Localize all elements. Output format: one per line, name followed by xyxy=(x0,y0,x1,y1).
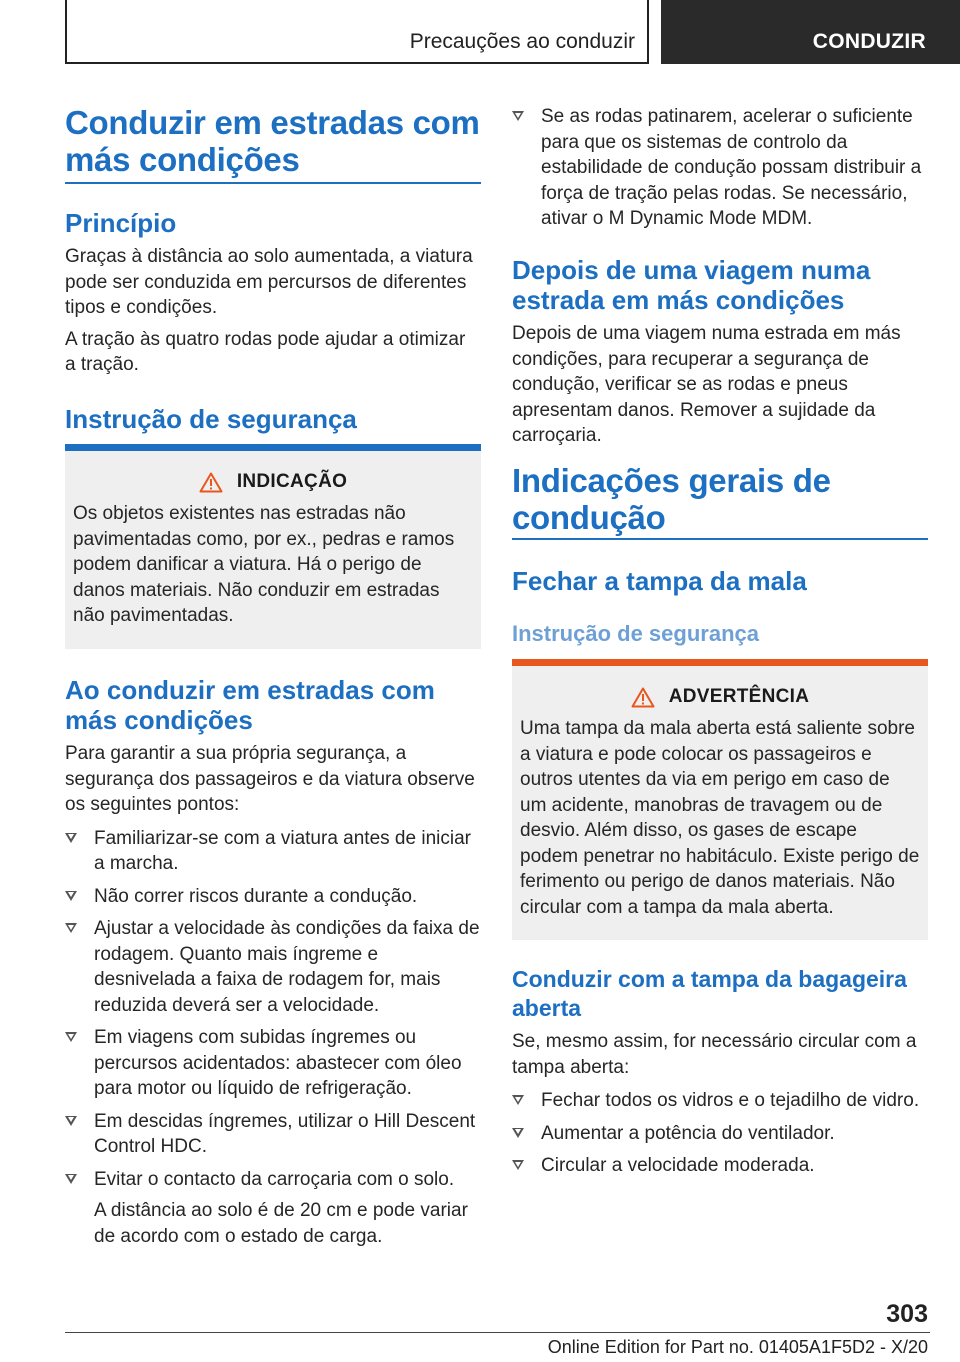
list-item: Fechar todos os vidros e o tejadilho de vidro. xyxy=(512,1088,928,1114)
driving-intro: Para garantir a sua própria segurança, a segurança dos passageiros e da viatura observe os seguintes pontos: xyxy=(65,743,475,815)
after-trip-text: Depois de uma viagem numa estrada em más condições, para recuperar a segurança de condução, verificar se as rodas e pneus apresentam danos. Remover a sujidade da carroçaria. xyxy=(512,323,901,446)
list-item: Em viagens com subidas íngremes ou percursos acidentados: abastecer com óleo para motor ou líquido de refrigeração. xyxy=(65,1025,481,1102)
list-item: Se as rodas patinarem, acelerar o suficiente para que os sistemas de controlo da estabilidade de condução possam distribuir a força de tração pelas rodas. Se necessário, ativar o M Dynamic Mode MDM. xyxy=(512,104,928,232)
principle-paragraph-1: Graças à distância ao solo aumentada, a viatura pode ser conduzida em percursos de diferentes tipos e condições. xyxy=(65,246,473,318)
triangle-bullet-icon xyxy=(65,833,77,843)
chapter-tab-label: CONDUZIR xyxy=(812,30,926,53)
heading-driving-open-tailgate: Conduzir com a tampa da bagageira aberta xyxy=(512,966,907,1021)
notice-header xyxy=(73,471,473,493)
heading-driving-rough-roads: Ao conduzir em estradas com más condições xyxy=(65,675,435,735)
warning-triangle-icon xyxy=(631,687,655,708)
triangle-bullet-icon xyxy=(65,923,77,933)
bullet-note: A distância ao solo é de 20 cm e pode variar de acordo com o estado de carga. xyxy=(94,1200,468,1247)
triangle-bullet-icon xyxy=(65,1174,77,1184)
heading-close-trunk: Fechar a tampa da mala xyxy=(512,566,807,596)
triangle-bullet-icon xyxy=(65,1116,77,1126)
heading-trunk-safety: Instrução de segurança xyxy=(512,621,759,646)
heading-rule xyxy=(512,538,928,540)
principle-paragraph-2: A tração às quatro rodas pode ajudar a otimizar a tração. xyxy=(65,328,466,375)
continued-bullet-list xyxy=(512,104,928,232)
notice-bar xyxy=(65,444,481,451)
open-tailgate-bullet-list xyxy=(512,1088,928,1179)
list-item: Aumentar a potência do ventilador. xyxy=(512,1121,928,1147)
triangle-bullet-icon xyxy=(512,1095,524,1105)
heading-principle: Princípio xyxy=(65,208,177,238)
triangle-bullet-icon xyxy=(512,111,524,121)
section-heading-rough-roads: Conduzir em estradas com más condições xyxy=(65,104,480,178)
list-item: Não correr riscos durante a condução. xyxy=(65,884,481,910)
heading-safety-instruction: Instrução de segurança xyxy=(65,404,357,434)
header-section-title: Precauções ao conduzir xyxy=(409,30,635,53)
list-item: Ajustar a velocidade às condições da faixa de rodagem. Quanto mais íngreme e desnivelada a faixa de rodagem for, mais reduzida deverá ser a velocidade. xyxy=(65,916,481,1018)
list-item: Circular a velocidade moderada. xyxy=(512,1153,928,1179)
triangle-bullet-icon xyxy=(512,1160,524,1170)
warning-bar xyxy=(512,659,928,666)
warning-label: ADVERTÊNCIA xyxy=(668,686,810,707)
chapter-tab[interactable] xyxy=(661,0,960,64)
notice-box xyxy=(65,444,481,649)
open-tailgate-intro: Se, mesmo assim, for necessário circular com a tampa aberta: xyxy=(512,1031,917,1078)
warning-box xyxy=(512,659,928,940)
warning-triangle-icon xyxy=(199,472,223,493)
list-item: Evitar o contacto da carroçaria com o solo. xyxy=(65,1167,481,1193)
triangle-bullet-icon xyxy=(512,1128,524,1138)
heading-rule xyxy=(65,182,481,184)
warning-text: Uma tampa da mala aberta está saliente sobre a viatura e pode colocar os passageiros e outros utentes da via em perigo em caso de um acidente, manobras de travagem ou de desvio. Além disso, os gases de escape podem penetrar no habitáculo. Existe perigo de ferimento ou perigo de danos materiais. Não circular com a tampa da mala aberta. xyxy=(520,718,920,918)
driving-bullet-list xyxy=(65,826,481,1193)
footer-rule xyxy=(65,1332,930,1333)
notice-label: INDICAÇÃO xyxy=(236,471,348,492)
header-section-box xyxy=(65,0,649,64)
notice-text: Os objetos existentes nas estradas não pavimentadas como, por ex., pedras e ramos podem danificar a viatura. Há o perigo de danos materiais. Não conduzir em estradas não pavimentadas. xyxy=(73,503,455,626)
triangle-bullet-icon xyxy=(65,1032,77,1042)
warning-header xyxy=(520,686,920,708)
footer-edition: Online Edition for Part no. 01405A1F5D2 - X/20 xyxy=(547,1337,928,1357)
page-number: 303 xyxy=(886,1300,928,1328)
section-heading-general-driving: Indicações gerais de condução xyxy=(512,462,831,536)
heading-after-trip: Depois de uma viagem numa estrada em más condições xyxy=(512,255,871,315)
triangle-bullet-icon xyxy=(65,891,77,901)
list-item: Em descidas íngremes, utilizar o Hill Descent Control HDC. xyxy=(65,1109,481,1160)
list-item: Familiarizar-se com a viatura antes de iniciar a marcha. xyxy=(65,826,481,877)
